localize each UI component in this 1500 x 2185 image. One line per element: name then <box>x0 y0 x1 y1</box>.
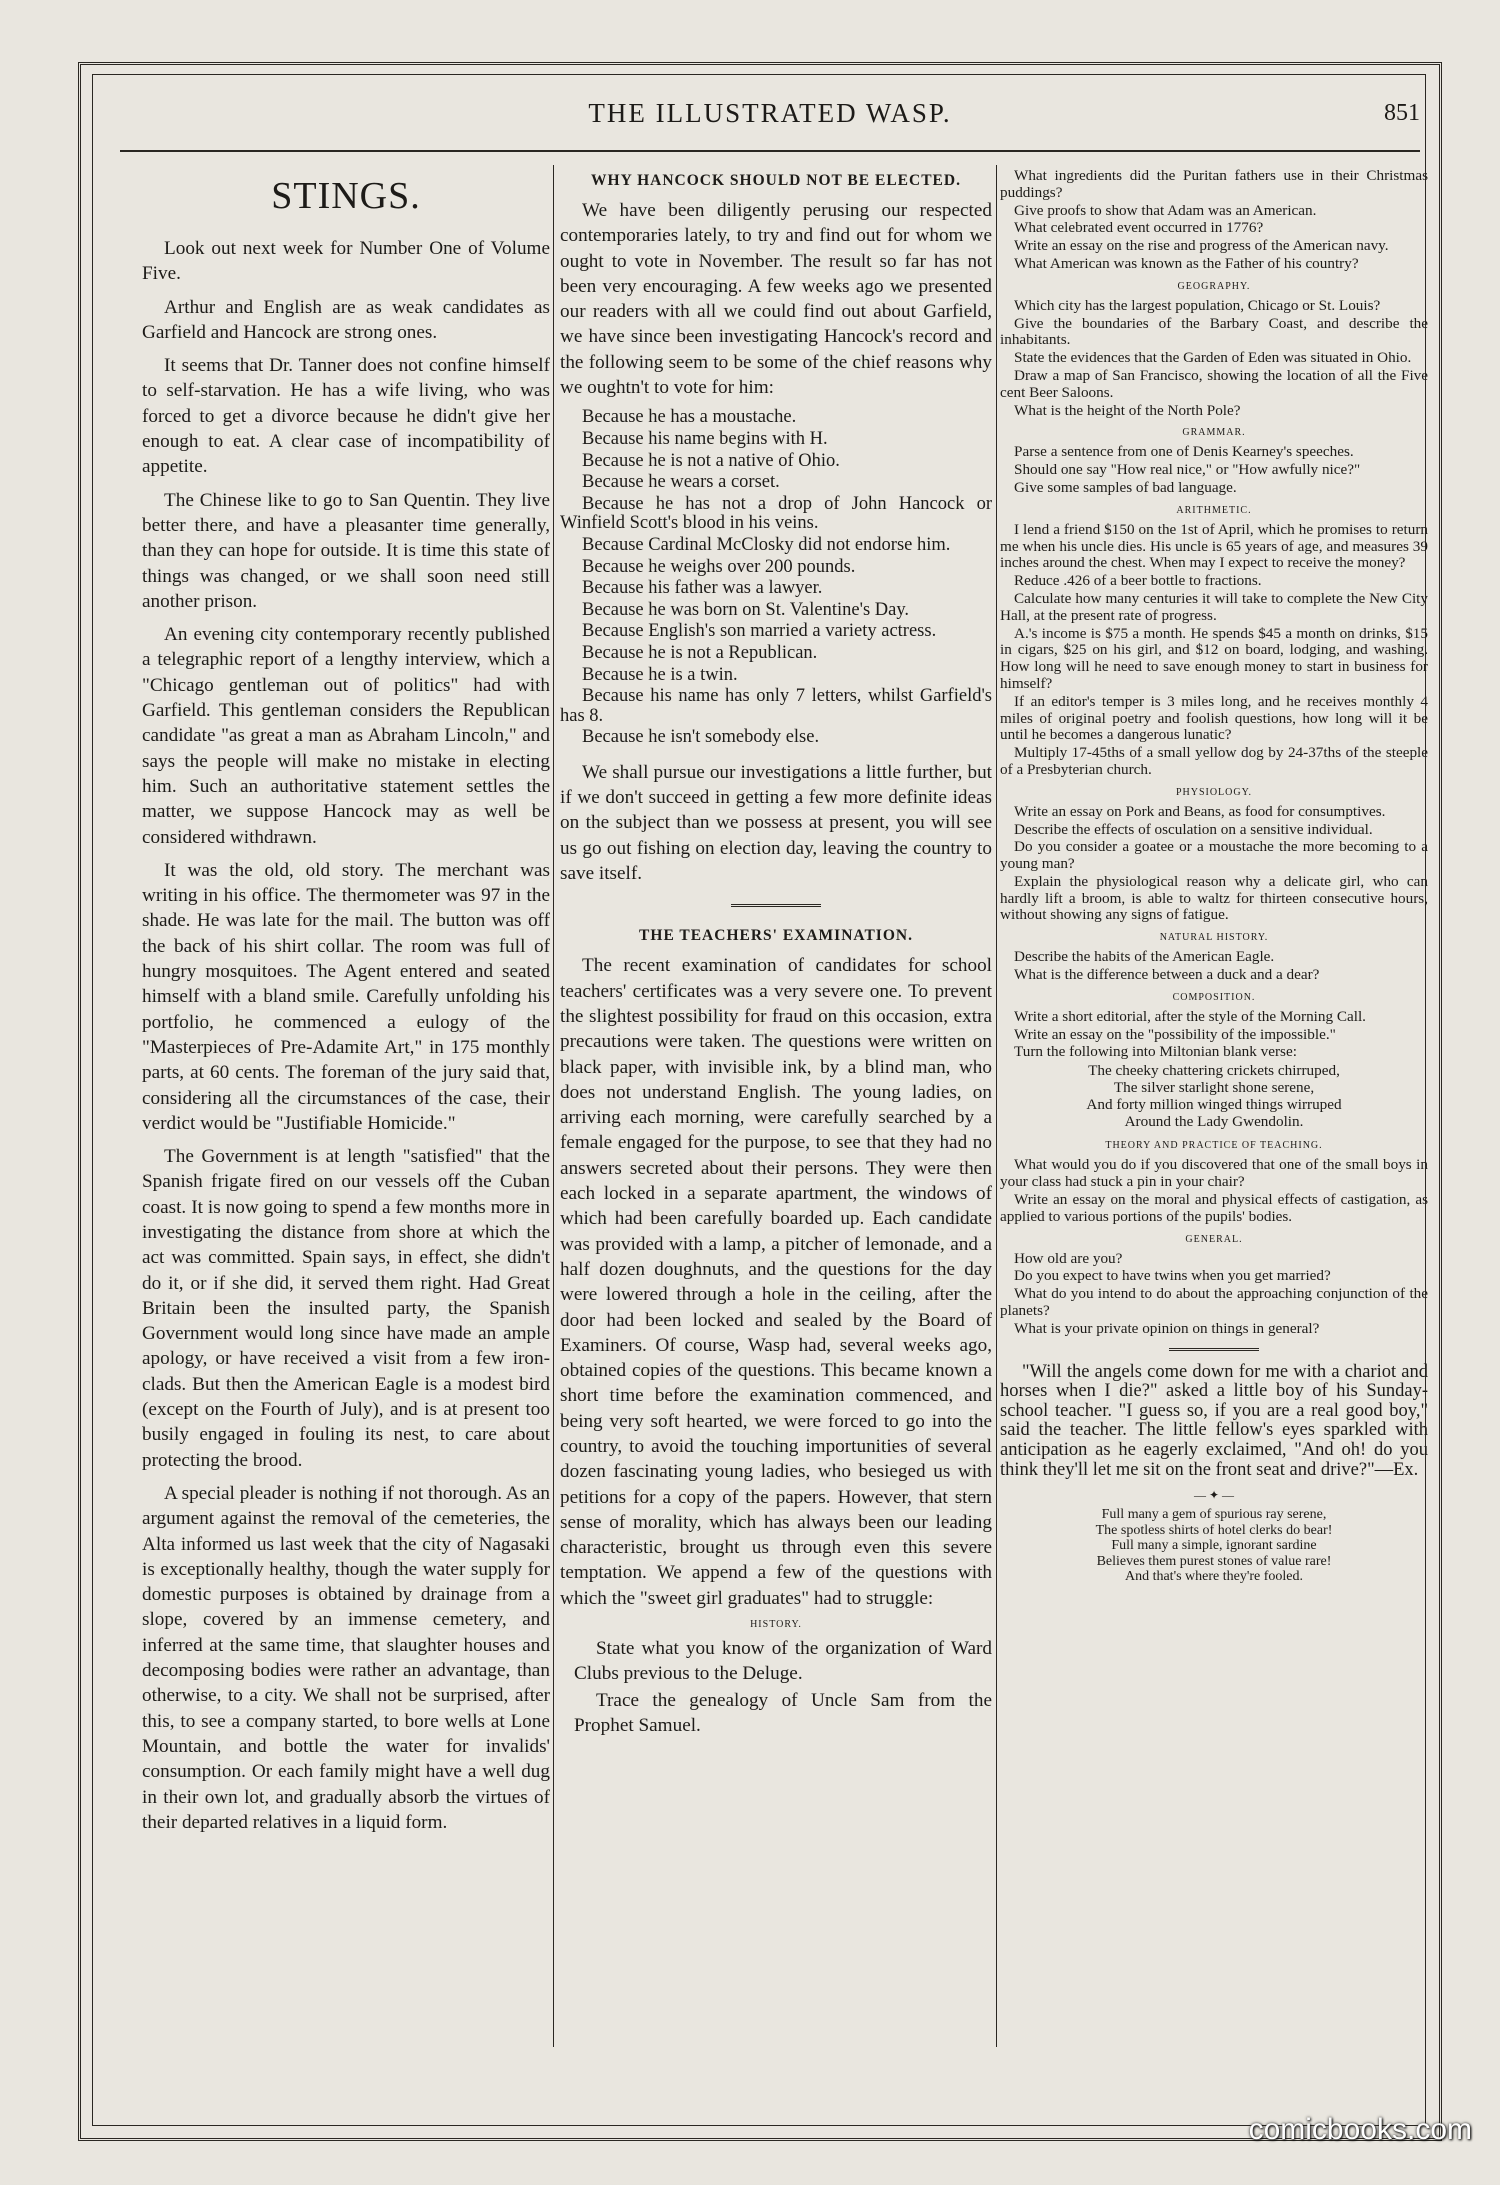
masthead-title: THE ILLUSTRATED WASP. <box>588 98 952 128</box>
grammar-heading: GRAMMAR. <box>1182 427 1246 439</box>
verse-line: The silver starlight shone serene, <box>1113 1079 1315 1097</box>
exam-question: Do you expect to have twins when you get married? <box>1014 1267 1331 1285</box>
watermark: comicbooks.com <box>1248 2113 1472 2146</box>
exam-question: State what you know of the organization of Ward Clubs previous to the Deluge. <box>574 1638 992 1685</box>
section-divider <box>1169 1348 1259 1351</box>
column-exam-questions <box>1000 168 1428 2048</box>
exam-question: Write an essay on Pork and Beans, as food for consumptives. <box>1014 802 1386 820</box>
stings-heading: STINGS. <box>271 175 421 217</box>
list-item: Because his father was a lawyer. <box>582 578 823 599</box>
exam-question: If an editor's temper is 3 miles long, and he receives monthly 4 miles of original poetry and foolish questions, how long will it be until he becomes a dangerous lunatic? <box>1000 692 1428 744</box>
exam-question: Give the boundaries of the Barbary Coast, and describe the inhabitants. <box>1000 314 1428 349</box>
exam-question: Write an essay on the rise and progress of the American navy. <box>1014 237 1389 255</box>
paragraph: Look out next week for Number One of Volume Five. <box>142 238 550 285</box>
exam-question: Explain the physiological reason why a delicate girl, who can hardly lift a broom, is able to waltz for thirteen consecutive hours, without showing any signs of fatigue. <box>1000 872 1428 924</box>
exam-question: Which city has the largest population, Chicago or St. Louis? <box>1014 296 1381 314</box>
poem-line: Full many a simple, ignorant sardine <box>1111 1538 1317 1554</box>
exam-question: What celebrated event occurred in 1776? <box>1014 219 1264 237</box>
list-item: Because he has a moustache. <box>582 407 797 428</box>
list-item: Because he is a twin. <box>582 664 738 685</box>
exam-question: What is your private opinion on things in general? <box>1014 1319 1320 1337</box>
arithmetic-heading: ARITHMETIC. <box>1176 504 1252 516</box>
paragraph: It was the old, old story. The merchant was writing in his office. The thermometer was 97 in the shade. He was late for the mail. The button was off the back of his shirt collar. The room was full of hungry mosquitoes. The Agent entered and seated himself with a bland smile. Carefully unfolding his portfolio, he commenced a eulogy of the "Masterpieces of Pre-Adamite Art," in 175 monthly parts, at 60 cents. The foreman of the jury said that, considering all the circumstances of the case, their verdict would be "Justifiable Homicide." <box>142 859 550 1134</box>
exam-question: Give proofs to show that Adam was an American. <box>1014 201 1317 219</box>
exam-question: Turn the following into Miltonian blank verse: <box>1014 1043 1297 1061</box>
paragraph: The Chinese like to go to San Quentin. They live better there, and have a pleasanter time generally, than they can hope for outside. It is time this state of things was changed, or we shall soon need still another prison. <box>142 489 550 612</box>
ornament-divider: — ✦ — <box>1193 1488 1235 1503</box>
paragraph: A special pleader is nothing if not thorough. As an argument against the removal of the cemeteries, the Alta informed us last week that the city of Nagasaki is exceptionally healthy, though the water supply for domestic purposes is obtained by drainage from a slope, covered by an immense cemetery, and inferred at the same time, that slaughter houses and decomposing bodies were rather an advantage, than otherwise, to a city. We shall not be surprised, after this, to see a company started, to bore wells at Lone Mountain, and bottle the water for invalids' consumption. Or each family might have a well dug in their own lot, and gradually absorb the virtues of their departed relatives in a liquid form. <box>142 1482 550 1833</box>
column-divider <box>996 165 997 2047</box>
hancock-heading: WHY HANCOCK SHOULD NOT BE ELECTED. <box>591 172 961 189</box>
general-heading: GENERAL. <box>1185 1233 1243 1245</box>
exam-question: What is the difference between a duck and a dear? <box>1014 966 1320 984</box>
list-item: Because English's son married a variety actress. <box>582 621 937 642</box>
column-hancock <box>560 168 992 2048</box>
composition-heading: COMPOSITION. <box>1172 991 1256 1003</box>
physiology-heading: PHYSIOLOGY. <box>1175 786 1253 798</box>
column-stings <box>142 168 550 2048</box>
exam-question: Describe the habits of the American Eagle. <box>1014 948 1275 966</box>
list-item: Because he isn't somebody else. <box>582 727 820 748</box>
exam-question: Parse a sentence from one of Denis Kearney's speeches. <box>1014 443 1354 461</box>
paragraph: The recent examination of candidates for school teachers' certificates was a very severe one. To prevent the slightest possibility for fraud on this occasion, extra precautions were taken. The questions were written on black paper, with invisible ink, by a blind man, who does not understand English. The young ladies, on arriving each morning, were carefully searched by a female engaged for the purpose, to see that they had no answers secreted about their persons. They were then each locked in a separate apartment, the windows of which had been carefully boarded up. Each candidate was provided with a lamp, a pitcher of lemonade, and a half dozen doughnuts, and the questions for the day were lowered through a hole in the ceiling, after the door had been locked and sealed by the Board of Examiners. Of course, Wasp had, several weeks ago, obtained copies of the questions. This became known a short time before the examination commenced, and being very soft hearted, we were forced to go into the country, to avoid the touching importunities of several dozen fascinating young ladies, who besieged us with petitions for a copy of the papers. However, that stern sense of morality, which has always been our leading characteristic, brought us through even this severe temptation. We append a few of the questions with which the "sweet girl graduates" had to struggle: <box>560 955 992 1609</box>
exam-question: What ingredients did the Puritan fathers use in their Christmas puddings? <box>1000 168 1428 201</box>
verse-line: The cheeky chattering crickets chirruped, <box>1088 1062 1340 1080</box>
paragraph: We shall pursue our investigations a little further, but if we don't succeed in getting a few more definite ideas on the subject than we possess at present, you will see us go out fishing on election day, leaving the country to save itself. <box>560 761 992 885</box>
poem-line: And that's where they're fooled. <box>1124 1569 1304 1585</box>
geography-heading: GEOGRAPHY. <box>1177 280 1251 292</box>
natural-history-heading: NATURAL HISTORY. <box>1159 932 1269 944</box>
list-item: Because his name has only 7 letters, whilst Garfield's has 8. <box>560 686 992 726</box>
exam-heading: THE TEACHERS' EXAMINATION. <box>639 927 913 945</box>
exam-question: Do you consider a goatee or a moustache the more becoming to a young man? <box>1000 838 1428 873</box>
list-item: Because he wears a corset. <box>582 472 780 493</box>
teaching-heading: THEORY AND PRACTICE OF TEACHING. <box>1105 1140 1323 1152</box>
exam-question: Give some samples of bad language. <box>1014 478 1237 496</box>
exam-question: State the evidences that the Garden of Eden was situated in Ohio. <box>1014 349 1412 367</box>
anecdote: "Will the angels come down for me with a chariot and horses when I die?" asked a little boy of his Sunday-school teacher. "I guess so, if you are a real good boy," said the teacher. The little fellow's eyes sparkled with anticipation as he eagerly exclaimed, "And oh! do you think they'll let me sit on the front seat and drive?"—Ex. <box>1000 1361 1428 1480</box>
paragraph: We have been diligently perusing our respected contemporaries lately, to try and find out for whom we ought to vote in November. The result so far has not been very encouraging. A few weeks ago we presented our readers with all we could find out about Garfield, we have since been investigating Hancock's record and the following seem to be some of the chief reasons why we oughtn't to vote for him: <box>560 200 992 399</box>
exam-question: Trace the genealogy of Uncle Sam from the Prophet Samuel. <box>574 1689 992 1736</box>
exam-question: How old are you? <box>1014 1249 1123 1267</box>
exam-question: Write an essay on the "possibility of the impossible." <box>1014 1025 1336 1043</box>
masthead <box>120 98 1420 138</box>
list-item: Because he is not a native of Ohio. <box>582 450 840 471</box>
verse <box>1000 1063 1428 1130</box>
list-item: Because his name begins with H. <box>582 428 828 449</box>
masthead-rule <box>120 150 1420 152</box>
paragraph: The Government is at length "satisfied" that the Spanish frigate fired on our vessels off the Cuban coast. It is now going to spend a few months more in investigating the distance from shore at which the act was committed. Spain says, in effect, she didn't do it, or if she did, it served them right. Had Great Britain been the insulted party, the Spanish Government would long since have made an ample apology, or have received a visit from a few iron-clads. But then the American Eagle is a modest bird (except on the Fourth of July), and is at present too busily engaged in fouling its nest, to care about protecting the brood. <box>142 1146 550 1471</box>
exam-question: What would you do if you discovered that one of the small boys in your class had stuck a pin in your chair? <box>1000 1156 1428 1191</box>
reasons-list <box>560 408 992 748</box>
section-divider <box>731 904 821 907</box>
poem-line: Believes them purest stones of value rare! <box>1096 1553 1332 1569</box>
exam-question: I lend a friend $150 on the 1st of April, which he promises to return me when his uncle dies. His uncle is 65 years of age, and measures 39 inches around the chest. When may I expect to receive the money? <box>1000 520 1428 572</box>
verse-line: Around the Lady Gwendolin. <box>1124 1112 1304 1130</box>
exam-question: Draw a map of San Francisco, showing the location of all the Five cent Beer Saloons. <box>1000 366 1428 401</box>
exam-question: Write a short editorial, after the style of the Morning Call. <box>1014 1007 1366 1025</box>
exam-question: Should one say "How real nice," or "How awfully nice?" <box>1014 461 1361 479</box>
page-number: 851 <box>1384 100 1420 126</box>
exam-question: What do you intend to do about the approaching conjunction of the planets? <box>1000 1285 1428 1320</box>
exam-question: A.'s income is $75 a month. He spends $45 a month on drinks, $15 in cigars, $25 on his girl, and $12 on board, lodging, and washing. How long will he need to save enough money to start in business for himself? <box>1000 624 1428 692</box>
poem-line: The spotless shirts of hotel clerks do bear! <box>1095 1522 1333 1538</box>
history-heading: HISTORY. <box>750 1619 802 1631</box>
poem-line: Full many a gem of spurious ray serene, <box>1101 1507 1327 1523</box>
exam-question: Write an essay on the moral and physical effects of castigation, as applied to various portions of the pupils' bodies. <box>1000 1191 1428 1225</box>
exam-question: Describe the effects of osculation on a sensitive individual. <box>1014 820 1373 838</box>
list-item: Because he is not a Republican. <box>582 642 818 663</box>
verse-line: And forty million winged things wirruped <box>1086 1095 1342 1113</box>
paragraph: An evening city contemporary recently published a telegraphic report of a lengthy interview, which a "Chicago gentleman out of politics" had with Garfield. This gentleman considers the Republican candidate "as great a man as Abraham Lincoln," and says the people will make no mistake in electing him. Such an authoritative statement settles the matter, we suppose Hancock may as well be considered withdrawn. <box>142 624 550 848</box>
exam-question: Calculate how many centuries it will take to complete the New City Hall, at the present rate of progress. <box>1000 589 1428 624</box>
paragraph: It seems that Dr. Tanner does not confine himself to self-starvation. He has a wife living, who was forced to get a divorce because he didn't give her enough to eat. A clear case of incompatibility of appetite. <box>142 355 550 478</box>
list-item: Because he was born on St. Valentine's Day. <box>582 599 910 620</box>
exam-question: Reduce .426 of a beer bottle to fractions. <box>1014 572 1262 590</box>
list-item: Because he weighs over 200 pounds. <box>582 556 856 577</box>
column-divider <box>553 165 554 2047</box>
exam-question: What American was known as the Father of his country? <box>1014 254 1359 272</box>
list-item: Because Cardinal McClosky did not endorse him. <box>582 534 951 555</box>
list-item: Because he has not a drop of John Hancock or Winfield Scott's blood in his veins. <box>560 493 992 534</box>
exam-question: What is the height of the North Pole? <box>1014 401 1241 419</box>
exam-question: Multiply 17-45ths of a small yellow dog by 24-37ths of the steeple of a Presbyterian church. <box>1000 744 1428 778</box>
paragraph: Arthur and English are as weak candidates as Garfield and Hancock are strong ones. <box>142 296 550 343</box>
